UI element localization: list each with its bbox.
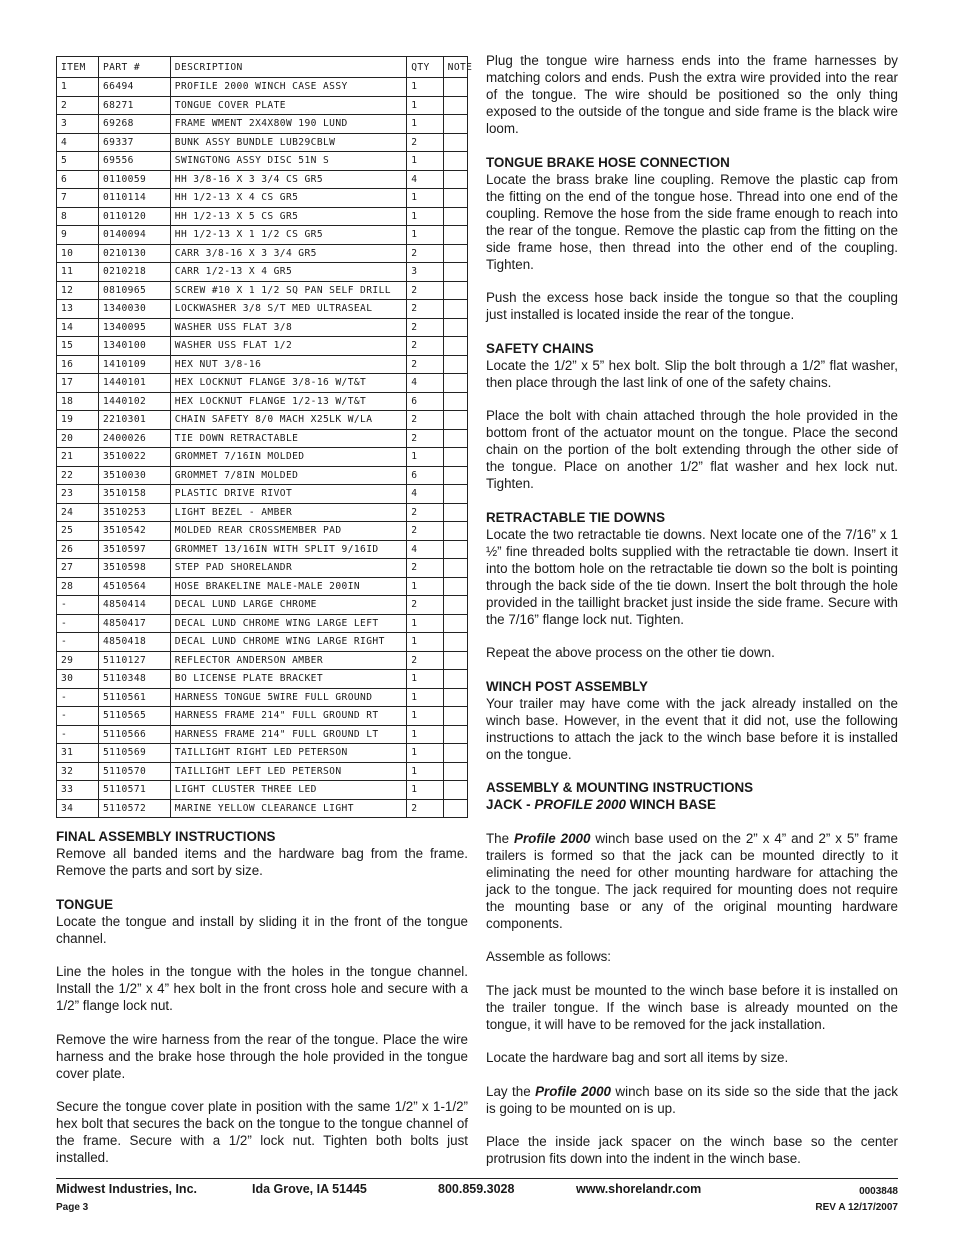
footer-revision: REV A 12/17/2007: [815, 1202, 898, 1213]
header-qty: QTY: [407, 57, 443, 78]
cell-item: 6: [57, 170, 99, 189]
table-row: [57, 725, 468, 744]
cell-part-number: 3510597: [98, 540, 170, 559]
cell-part-number: 1440101: [98, 374, 170, 393]
cell-description: GROMMET 7/16IN MOLDED: [170, 448, 406, 467]
cell-part-number: 0110114: [98, 189, 170, 208]
cell-note: [443, 799, 467, 818]
jack-spacer-text: Place the inside jack spacer on the winch base so the center protrusion fits down into the indent in the winch base.: [486, 1134, 898, 1166]
cell-part-number: 5110569: [98, 744, 170, 763]
cell-item: 4: [57, 133, 99, 152]
cell-part-number: 3510542: [98, 522, 170, 541]
final-assembly-heading: FINAL ASSEMBLY INSTRUCTIONS: [56, 829, 276, 844]
final-assembly-text: Remove all banded items and the hardware bag from the frame. Remove the parts and sort by size.: [56, 846, 468, 878]
cell-part-number: 3510158: [98, 485, 170, 504]
table-row: [57, 651, 468, 670]
table-row: [57, 707, 468, 726]
cell-item: 21: [57, 448, 99, 467]
cell-note: [443, 318, 467, 337]
tie-downs-heading: RETRACTABLE TIE DOWNS: [486, 509, 666, 525]
cell-item: 15: [57, 337, 99, 356]
cell-item: 24: [57, 503, 99, 522]
cell-part-number: 5110570: [98, 762, 170, 781]
cell-description: DECAL LUND CHROME WING LARGE LEFT: [170, 614, 406, 633]
cell-item: 19: [57, 411, 99, 430]
cell-note: [443, 688, 467, 707]
cell-qty: 1: [407, 96, 443, 115]
cell-item: -: [57, 596, 99, 615]
cell-description: HOSE BRAKELINE MALE-MALE 200IN: [170, 577, 406, 596]
cell-part-number: 69556: [98, 152, 170, 171]
cell-part-number: 1410109: [98, 355, 170, 374]
cell-item: -: [57, 633, 99, 652]
cell-item: 32: [57, 762, 99, 781]
parts-table-body: [57, 78, 468, 818]
tongue-text-4: Secure the tongue cover plate in position with the same 1/2” x 1-1/2” hex bolt that secures the back on the tongue to the tongue channel of the frame. Secure with a 1/2” lock nut. Tighten both bolts just installed.: [56, 1099, 468, 1165]
cell-note: [443, 503, 467, 522]
cell-description: HH 1/2-13 X 1 1/2 CS GR5: [170, 226, 406, 245]
cell-description: BO LICENSE PLATE BRACKET: [170, 670, 406, 689]
footer-page-number: Page 3: [56, 1202, 89, 1213]
cell-part-number: 66494: [98, 78, 170, 97]
cell-note: [443, 392, 467, 411]
cell-note: [443, 744, 467, 763]
cell-part-number: 1340030: [98, 300, 170, 319]
cell-qty: 2: [407, 300, 443, 319]
cell-description: PROFILE 2000 WINCH CASE ASSY: [170, 78, 406, 97]
cell-description: BUNK ASSY BUNDLE LUB29CBLW: [170, 133, 406, 152]
table-row: [57, 96, 468, 115]
cell-description: FRAME WMENT 2X4X80W 190 LUND: [170, 115, 406, 134]
cell-part-number: 3510253: [98, 503, 170, 522]
cell-item: 13: [57, 300, 99, 319]
cell-qty: 2: [407, 411, 443, 430]
cell-item: -: [57, 725, 99, 744]
table-row: [57, 337, 468, 356]
cell-qty: 3: [407, 263, 443, 282]
cell-description: HEX NUT 3/8-16: [170, 355, 406, 374]
cell-item: 31: [57, 744, 99, 763]
profile-2000-text: [486, 830, 898, 932]
safety-chains-text-2: Place the bolt with chain attached through the hole provided in the bottom front of the actuator mount on the tongue. Place the second chain on the portion of the bolt extending through the other side of the tongue. Place on another 1/2” flat washer and hex lock nut. Tighten.: [486, 408, 898, 491]
cell-description: MOLDED REAR CROSSMEMBER PAD: [170, 522, 406, 541]
cell-qty: 1: [407, 633, 443, 652]
cell-note: [443, 374, 467, 393]
cell-part-number: 0110120: [98, 207, 170, 226]
cell-item: 10: [57, 244, 99, 263]
cell-qty: 2: [407, 429, 443, 448]
cell-note: [443, 781, 467, 800]
cell-part-number: 4510564: [98, 577, 170, 596]
cell-description: HEX LOCKNUT FLANGE 1/2-13 W/T&T: [170, 392, 406, 411]
cell-note: [443, 577, 467, 596]
table-row: [57, 170, 468, 189]
footer-phone: 800.859.3028: [438, 1182, 515, 1196]
cell-item: 22: [57, 466, 99, 485]
lay-winch-text: [486, 1083, 898, 1117]
cell-note: [443, 115, 467, 134]
cell-item: 23: [57, 485, 99, 504]
cell-qty: 4: [407, 374, 443, 393]
brake-hose-heading: TONGUE BRAKE HOSE CONNECTION: [486, 154, 730, 170]
cell-note: [443, 670, 467, 689]
footer-divider: [56, 1178, 898, 1179]
cell-part-number: 1440102: [98, 392, 170, 411]
table-row: [57, 485, 468, 504]
cell-description: HH 1/2-13 X 4 CS GR5: [170, 189, 406, 208]
cell-qty: 1: [407, 707, 443, 726]
table-row: [57, 596, 468, 615]
table-row: [57, 744, 468, 763]
cell-description: LIGHT CLUSTER THREE LED: [170, 781, 406, 800]
cell-part-number: 5110348: [98, 670, 170, 689]
cell-description: LOCKWASHER 3/8 S/T MED ULTRASEAL: [170, 300, 406, 319]
cell-qty: 2: [407, 522, 443, 541]
tongue-heading: TONGUE: [56, 896, 114, 912]
table-row: [57, 411, 468, 430]
cell-qty: 2: [407, 596, 443, 615]
cell-part-number: 68271: [98, 96, 170, 115]
cell-item: 12: [57, 281, 99, 300]
cell-qty: 2: [407, 651, 443, 670]
table-row: [57, 762, 468, 781]
cell-note: [443, 651, 467, 670]
profile-text-c: winch base used on the 2” x 4” and 2” x 5” frame trailers is formed so that the jack can be mounted directly to it eliminating the need for other mounting hardware for attaching the jack to the tongue. The jack required for mounting does not require the mounting base or any of the original mounting hardware components.: [486, 830, 898, 931]
cell-item: 27: [57, 559, 99, 578]
cell-item: 20: [57, 429, 99, 448]
table-row: [57, 133, 468, 152]
cell-qty: 1: [407, 577, 443, 596]
cell-note: [443, 540, 467, 559]
cell-note: [443, 707, 467, 726]
cell-item: 34: [57, 799, 99, 818]
table-row: [57, 115, 468, 134]
cell-part-number: 0140094: [98, 226, 170, 245]
cell-part-number: 69268: [98, 115, 170, 134]
cell-description: HARNESS TONGUE 5WIRE FULL GROUND: [170, 688, 406, 707]
profile-text-a: The: [486, 830, 515, 846]
cell-note: [443, 411, 467, 430]
table-row: [57, 577, 468, 596]
cell-item: 3: [57, 115, 99, 134]
winch-post-text: Your trailer may have come with the jack already installed on the winch base. However, in the event that it did not, use the following instructions to attach the jack to the winch base before it is installed on the tongue.: [486, 695, 898, 762]
table-row: [57, 300, 468, 319]
cell-description: REFLECTOR ANDERSON AMBER: [170, 651, 406, 670]
footer-city: Ida Grove, IA 51445: [252, 1182, 367, 1196]
cell-part-number: 3510022: [98, 448, 170, 467]
cell-item: 17: [57, 374, 99, 393]
cell-part-number: 5110566: [98, 725, 170, 744]
profile-text-product: Profile 2000: [514, 830, 591, 846]
left-column: [56, 56, 473, 1183]
cell-description: HARNESS FRAME 214" FULL GROUND RT: [170, 707, 406, 726]
tie-downs-text-2: Repeat the above process on the other tie down.: [486, 645, 775, 660]
cell-item: 33: [57, 781, 99, 800]
cell-description: CARR 1/2-13 X 4 GR5: [170, 263, 406, 282]
tongue-text-1: Locate the tongue and install by sliding it in the front of the tongue channel.: [56, 913, 468, 946]
cell-note: [443, 762, 467, 781]
cell-description: TAILLIGHT RIGHT LED PETERSON: [170, 744, 406, 763]
cell-description: GROMMET 13/16IN WITH SPLIT 9/16ID: [170, 540, 406, 559]
cell-description: DECAL LUND LARGE CHROME: [170, 596, 406, 615]
cell-note: [443, 614, 467, 633]
cell-part-number: 5110127: [98, 651, 170, 670]
cell-part-number: 2400026: [98, 429, 170, 448]
cell-note: [443, 300, 467, 319]
cell-item: 28: [57, 577, 99, 596]
header-note: NOTE: [443, 57, 467, 78]
cell-description: MARINE YELLOW CLEARANCE LIGHT: [170, 799, 406, 818]
cell-part-number: 2210301: [98, 411, 170, 430]
cell-note: [443, 244, 467, 263]
cell-note: [443, 522, 467, 541]
cell-note: [443, 448, 467, 467]
cell-note: [443, 281, 467, 300]
cell-note: [443, 633, 467, 652]
cell-qty: 4: [407, 485, 443, 504]
wire-harness-text: Plug the tongue wire harness ends into the frame harnesses by matching colors and ends. Push the extra wire provided into the rear of the tongue. The wire should be positioned so the only thing exposed to the outside of the tongue and side frame is the black wire loom.: [486, 53, 898, 136]
cell-note: [443, 466, 467, 485]
cell-qty: 1: [407, 744, 443, 763]
cell-qty: 1: [407, 226, 443, 245]
cell-note: [443, 355, 467, 374]
table-row: [57, 466, 468, 485]
cell-description: DECAL LUND CHROME WING LARGE RIGHT: [170, 633, 406, 652]
cell-qty: 1: [407, 207, 443, 226]
cell-qty: 1: [407, 152, 443, 171]
cell-description: SCREW #10 X 1 1/2 SQ PAN SELF DRILL: [170, 281, 406, 300]
cell-item: 30: [57, 670, 99, 689]
table-row: [57, 318, 468, 337]
cell-description: CARR 3/8-16 X 3 3/4 GR5: [170, 244, 406, 263]
table-row: [57, 559, 468, 578]
cell-description: WASHER USS FLAT 3/8: [170, 318, 406, 337]
table-row: [57, 189, 468, 208]
cell-qty: 1: [407, 614, 443, 633]
cell-item: 7: [57, 189, 99, 208]
cell-note: [443, 133, 467, 152]
cell-qty: 1: [407, 448, 443, 467]
cell-qty: 2: [407, 503, 443, 522]
assemble-text: Assemble as follows:: [486, 949, 612, 964]
header-description: DESCRIPTION: [170, 57, 406, 78]
cell-item: 9: [57, 226, 99, 245]
cell-qty: 1: [407, 688, 443, 707]
cell-item: 16: [57, 355, 99, 374]
cell-note: [443, 152, 467, 171]
cell-qty: 2: [407, 133, 443, 152]
cell-qty: 6: [407, 392, 443, 411]
winch-post-heading: WINCH POST ASSEMBLY: [486, 678, 648, 694]
cell-qty: 4: [407, 540, 443, 559]
cell-part-number: 5110572: [98, 799, 170, 818]
cell-qty: 1: [407, 670, 443, 689]
cell-item: 2: [57, 96, 99, 115]
table-row: [57, 781, 468, 800]
cell-part-number: 1340100: [98, 337, 170, 356]
cell-qty: 2: [407, 318, 443, 337]
cell-description: HH 1/2-13 X 5 CS GR5: [170, 207, 406, 226]
cell-note: [443, 207, 467, 226]
table-row: [57, 503, 468, 522]
cell-part-number: 1340095: [98, 318, 170, 337]
cell-qty: 1: [407, 725, 443, 744]
cell-item: -: [57, 688, 99, 707]
cell-part-number: 3510598: [98, 559, 170, 578]
cell-description: TIE DOWN RETRACTABLE: [170, 429, 406, 448]
cell-part-number: 69337: [98, 133, 170, 152]
cell-description: SWINGTONG ASSY DISC 51N S: [170, 152, 406, 171]
table-row: [57, 688, 468, 707]
cell-description: HARNESS FRAME 214" FULL GROUND LT: [170, 725, 406, 744]
cell-part-number: 0110059: [98, 170, 170, 189]
cell-note: [443, 96, 467, 115]
tongue-text-2: Line the holes in the tongue with the holes in the tongue channel. Install the 1/2” x 4” hex bolt in the front cross hole and secure with a 1/2” flange lock nut.: [56, 964, 468, 1013]
cell-part-number: 4850418: [98, 633, 170, 652]
footer-company: Midwest Industries, Inc.: [56, 1182, 197, 1196]
parts-table: [56, 56, 473, 818]
cell-qty: 1: [407, 762, 443, 781]
left-instructions: [56, 828, 468, 1166]
cell-item: 25: [57, 522, 99, 541]
cell-qty: 2: [407, 559, 443, 578]
cell-description: CHAIN SAFETY 8/0 MACH X25LK W/LA: [170, 411, 406, 430]
footer-document-number: 0003848: [859, 1186, 898, 1197]
cell-part-number: 0210218: [98, 263, 170, 282]
table-row: [57, 207, 468, 226]
cell-item: 26: [57, 540, 99, 559]
assembly-heading-jack: JACK -: [486, 797, 535, 812]
cell-description: TONGUE COVER PLATE: [170, 96, 406, 115]
lay-text-a: Lay the: [486, 1083, 536, 1099]
table-header-row: [57, 57, 468, 78]
brake-hose-text-1: Locate the brass brake line coupling. Remove the plastic cap from the fitting on the end of the tongue hose. Thread into one end of the coupling. Remove the hose from the side frame enough to reach into the rear of the tongue. Remove the plastic cap from the fitting on the side frame hose, then thread into the other end of the coupling. Tighten.: [486, 171, 898, 272]
cell-description: PLASTIC DRIVE RIVOT: [170, 485, 406, 504]
cell-item: 18: [57, 392, 99, 411]
cell-note: [443, 485, 467, 504]
cell-note: [443, 189, 467, 208]
cell-note: [443, 78, 467, 97]
cell-item: 29: [57, 651, 99, 670]
table-row: [57, 614, 468, 633]
cell-description: HH 3/8-16 X 3 3/4 CS GR5: [170, 170, 406, 189]
cell-qty: 2: [407, 281, 443, 300]
cell-qty: 1: [407, 115, 443, 134]
cell-note: [443, 337, 467, 356]
table-row: [57, 392, 468, 411]
right-column: [486, 52, 898, 1184]
cell-part-number: 0810965: [98, 281, 170, 300]
cell-item: -: [57, 614, 99, 633]
table-row: [57, 281, 468, 300]
cell-qty: 6: [407, 466, 443, 485]
cell-part-number: 5110571: [98, 781, 170, 800]
tongue-text-3: Remove the wire harness from the rear of the tongue. Place the wire harness and the brake hose through the hole provided in the tongue cover plate.: [56, 1031, 468, 1081]
table-row: [57, 448, 468, 467]
cell-part-number: 0210130: [98, 244, 170, 263]
cell-qty: 2: [407, 799, 443, 818]
tie-downs-text-1: Locate the two retractable tie downs. Next locate one of the 7/16” x 1 ½” fine threaded bolts supplied with the retractable tie down. Insert it into the bottom hole on the retractable tie down so the bolt is pointing through the back side of the tie down. Insert the bolt through the hole provided in the taillight bracket just inside the side frame. Secure with the 7/16” flange lock nut. Tighten.: [486, 526, 898, 627]
assembly-heading-profile: PROFILE 2000: [534, 797, 626, 812]
cell-description: LIGHT BEZEL - AMBER: [170, 503, 406, 522]
hardware-bag-text: Locate the hardware bag and sort all items by size.: [486, 1050, 789, 1065]
cell-part-number: 4850417: [98, 614, 170, 633]
safety-chains-text-1: Locate the 1/2” x 5” hex bolt. Slip the bolt through a 1/2” flat washer, then place through the last link of one of the safety chains.: [486, 357, 898, 390]
table-row: [57, 429, 468, 448]
cell-note: [443, 263, 467, 282]
cell-qty: 1: [407, 78, 443, 97]
cell-note: [443, 226, 467, 245]
footer-website: www.shorelandr.com: [576, 1182, 702, 1196]
cell-note: [443, 559, 467, 578]
table-row: [57, 152, 468, 171]
cell-qty: 2: [407, 355, 443, 374]
table-row: [57, 670, 468, 689]
table-row: [57, 244, 468, 263]
table-row: [57, 522, 468, 541]
lay-text-product: Profile 2000: [535, 1083, 611, 1099]
cell-item: 1: [57, 78, 99, 97]
cell-item: 8: [57, 207, 99, 226]
cell-part-number: 3510030: [98, 466, 170, 485]
table-row: [57, 355, 468, 374]
table-row: [57, 263, 468, 282]
assembly-heading-line-2: [486, 796, 898, 813]
table-row: [57, 540, 468, 559]
brake-hose-text-2: Push the excess hose back inside the tongue so that the coupling just installed is located inside the rear of the tongue.: [486, 290, 898, 322]
table-row: [57, 226, 468, 245]
cell-qty: 4: [407, 170, 443, 189]
cell-qty: 1: [407, 189, 443, 208]
cell-item: 11: [57, 263, 99, 282]
cell-description: WASHER USS FLAT 1/2: [170, 337, 406, 356]
lay-text-c: winch base on its side so the side that the jack is going to be mounted on is up.: [486, 1083, 898, 1116]
cell-description: TAILLIGHT LEFT LED PETERSON: [170, 762, 406, 781]
assembly-heading-winch: WINCH BASE: [625, 797, 716, 812]
cell-qty: 2: [407, 244, 443, 263]
cell-part-number: 5110565: [98, 707, 170, 726]
cell-description: STEP PAD SHORELANDR: [170, 559, 406, 578]
table-row: [57, 633, 468, 652]
cell-description: HEX LOCKNUT FLANGE 3/8-16 W/T&T: [170, 374, 406, 393]
cell-note: [443, 725, 467, 744]
cell-note: [443, 596, 467, 615]
cell-part-number: 4850414: [98, 596, 170, 615]
cell-note: [443, 429, 467, 448]
table-row: [57, 78, 468, 97]
cell-item: -: [57, 707, 99, 726]
safety-chains-heading: SAFETY CHAINS: [486, 340, 594, 356]
cell-qty: 2: [407, 337, 443, 356]
assembly-heading-line-1: ASSEMBLY & MOUNTING INSTRUCTIONS: [486, 780, 754, 795]
jack-mount-text: The jack must be mounted to the winch base before it is installed on the trailer tongue. If the winch base is already mounted on the tongue, it will have to be removed for the jack installation.: [486, 982, 898, 1032]
cell-description: GROMMET 7/8IN MOLDED: [170, 466, 406, 485]
header-item: ITEM: [57, 57, 99, 78]
header-part: PART #: [98, 57, 170, 78]
cell-qty: 1: [407, 781, 443, 800]
cell-note: [443, 170, 467, 189]
table-row: [57, 799, 468, 818]
cell-item: 5: [57, 152, 99, 171]
cell-item: 14: [57, 318, 99, 337]
cell-part-number: 5110561: [98, 688, 170, 707]
table-row: [57, 374, 468, 393]
